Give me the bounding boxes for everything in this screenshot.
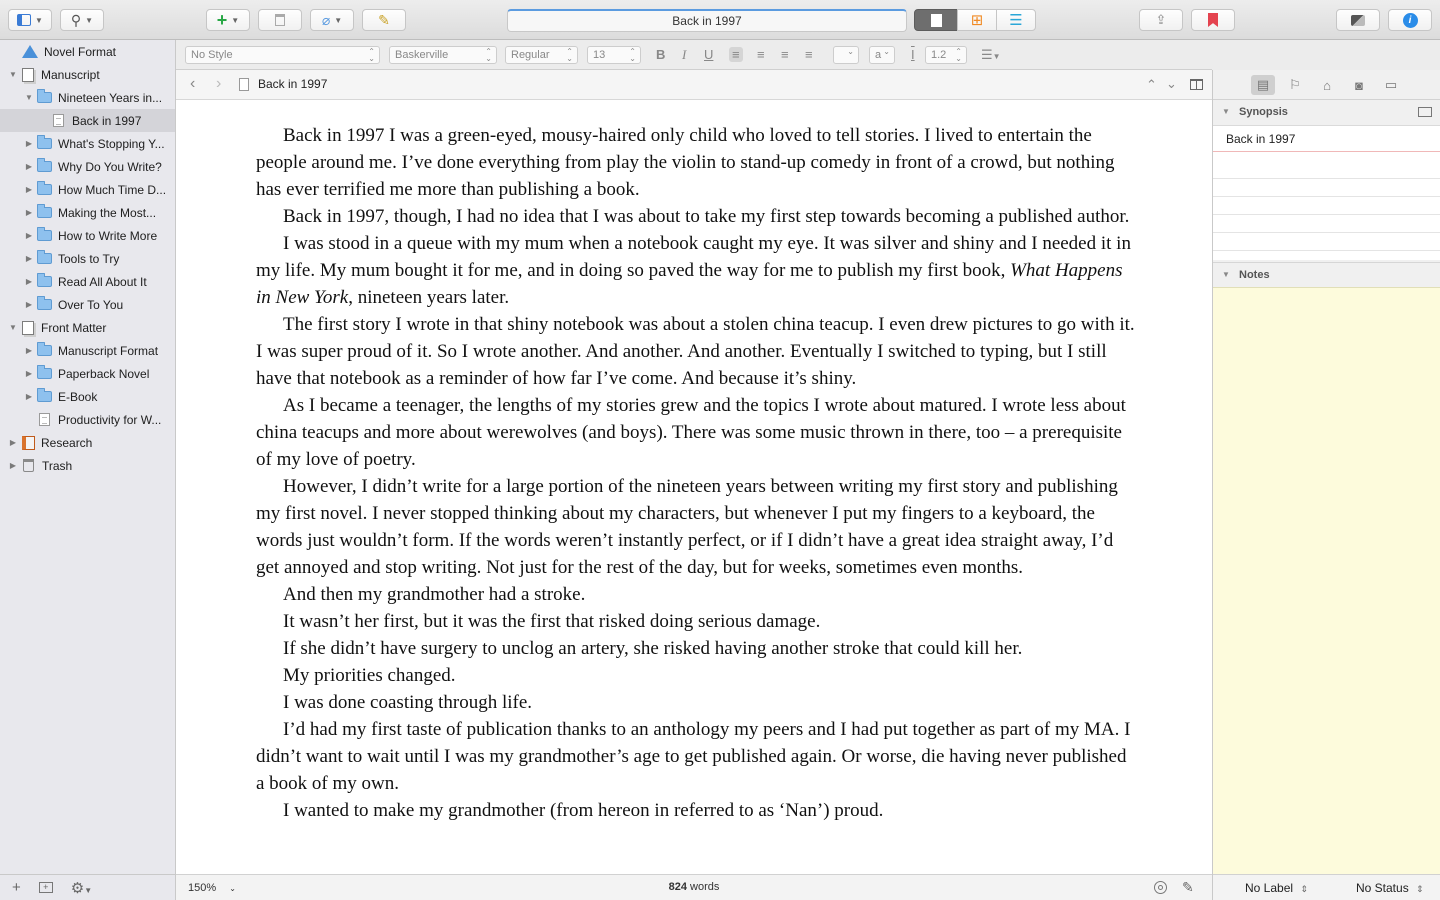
disclosure-closed-icon[interactable]: ▶ — [25, 208, 33, 217]
edit-note-icon[interactable]: ✎ — [1182, 879, 1194, 895]
paragraph: I was done coasting through life. — [283, 692, 533, 713]
manuscript-icon — [22, 68, 34, 82]
tag-tab-icon[interactable]: ⌂ — [1323, 77, 1331, 93]
composition-icon — [1351, 15, 1365, 26]
disclosure-closed-icon[interactable]: ▶ — [25, 346, 33, 355]
folder-icon — [37, 230, 52, 241]
disclosure-closed-icon[interactable]: ▶ — [25, 392, 33, 401]
share-button[interactable] — [1139, 9, 1183, 31]
document-icon — [39, 413, 50, 426]
inspector-tabs — [1213, 70, 1440, 100]
binder-toggle-icon — [17, 14, 31, 26]
add-button[interactable] — [206, 9, 250, 31]
split-editor-icon[interactable] — [1190, 79, 1203, 90]
paragraph: If she didn’t have surgery to unclog an artery, she risked having another stroke that could kill her. — [283, 638, 1023, 659]
binder-item-research[interactable]: ▶ Research — [9, 435, 93, 450]
notes-header[interactable]: ▼ Notes — [1213, 262, 1440, 286]
inspector-pane — [1212, 70, 1440, 900]
folder-icon — [37, 92, 52, 103]
document-icon — [931, 14, 942, 27]
binder-item-whats-stopping[interactable]: ▶ What's Stopping Y... — [25, 136, 165, 151]
binder-item-tools-to-try[interactable]: ▶ Tools to Try — [25, 251, 120, 266]
delete-button[interactable] — [258, 9, 302, 31]
paragraph: I wanted to make my grandmother (from hereon in referred to as ‘Nan’) proud. — [283, 800, 884, 821]
binder-item-manuscript-format[interactable]: ▶ Manuscript Format — [25, 343, 159, 358]
plus-icon: + — [216, 10, 228, 30]
chevron-down-icon: ▼ — [35, 15, 43, 25]
font-family-select[interactable]: Baskerville ⌃ ⌄ — [389, 46, 497, 64]
comment-tab-icon[interactable]: ▭ — [1384, 77, 1398, 92]
binder-item-nineteen-years[interactable]: ▼ Nineteen Years in... — [25, 90, 163, 105]
word-count: 824 words — [668, 881, 720, 893]
disclosure-closed-icon[interactable]: ▶ — [9, 461, 17, 470]
back-arrow-icon[interactable]: ‹ — [190, 75, 196, 92]
add-item-icon[interactable]: + — [12, 879, 21, 896]
line-spacing-icon: I — [911, 47, 915, 62]
bookmark-icon — [1208, 13, 1218, 27]
format-bar — [176, 40, 1212, 70]
paragraph: My priorities changed. — [283, 665, 456, 686]
composition-mode-button[interactable] — [1336, 9, 1380, 31]
synopsis-header[interactable]: ▼ Synopsis — [1213, 100, 1440, 124]
disclosure-closed-icon[interactable]: ▶ — [25, 254, 33, 263]
disclosure-closed-icon[interactable]: ▶ — [25, 162, 33, 171]
bookmark-button[interactable] — [1191, 9, 1235, 31]
folder-icon — [37, 345, 52, 356]
highlight-color-select[interactable]: a ⌄ — [869, 46, 895, 64]
inspector-toggle-button[interactable] — [1388, 9, 1432, 31]
binder-item-over-to-you[interactable]: ▶ Over To You — [25, 297, 124, 312]
binder-item-productivity[interactable]: Productivity for W... — [24, 408, 161, 431]
attach-button[interactable] — [310, 9, 354, 31]
text-color-select[interactable] — [833, 46, 859, 64]
binder-item-why-do-you-write[interactable]: ▶ Why Do You Write? — [25, 159, 162, 174]
paragraph: As I became a teenager, the lengths of my stories grew and the topics I wrote about matured. I wrote less about china teacups and more about werewolves (and boys). There was some music thrown in there, too – a prerequisite of my love of poetry. — [256, 395, 1126, 470]
previous-document-icon[interactable]: ⌃ — [1146, 77, 1157, 92]
inspector-footer — [1213, 874, 1440, 900]
paragraph: And then my grandmother had a stroke. — [283, 584, 586, 605]
gear-icon[interactable]: ⚙▼ — [70, 879, 93, 897]
document-title: Back in 1997 — [507, 9, 907, 32]
disclosure-open-icon[interactable]: ▼ — [25, 93, 33, 102]
chevron-down-icon: ▼ — [334, 15, 343, 25]
document-icon — [239, 78, 249, 91]
binder-footer — [0, 874, 176, 900]
align-justify-button[interactable]: ≡ — [805, 47, 813, 62]
notes-textarea[interactable] — [1213, 287, 1440, 874]
corkboard-icon: ⊞ — [970, 12, 984, 29]
binder-item-manuscript[interactable]: ▼ Manuscript — [9, 67, 100, 82]
font-weight-select[interactable]: Regular ⌃ ⌄ — [505, 46, 578, 64]
binder-item-how-much-time[interactable]: ▶ How Much Time D... — [25, 182, 167, 197]
compose-icon: ✎ — [378, 11, 390, 28]
binder-item-read-all-about-it[interactable]: ▶ Read All About It — [25, 274, 147, 289]
search-button[interactable] — [60, 9, 104, 31]
compose-button[interactable] — [362, 9, 406, 31]
synopsis-title: Back in 1997 — [1226, 132, 1296, 146]
chevron-updown-icon: ⇕ — [1300, 884, 1308, 894]
italic-button[interactable]: I — [682, 47, 687, 62]
paragraph: I was stood in a queue with my mum when a notebook caught my eye. It was silver and shiny and I needed it in my life. My mum bought it for me, and in doing so paved the way for me to publish my first book, What Happens in New York, nineteen years later. — [256, 233, 1131, 308]
trash-icon — [275, 14, 285, 26]
document-view-button[interactable] — [914, 9, 958, 31]
folder-icon — [37, 391, 52, 402]
paragraph: However, I didn’t write for a large portion of the nineteen years between writing my first story and publishing my first novel. I never stopped thinking about my characters, but whenever I put my fingers to a keyboard, the words just wouldn’t form. If the words weren’t instantly perfect, or if I didn’t have a great idea straight away, I’d get annoyed and stop writing. Not just for the rest of the day, but for weeks, sometimes even months. — [256, 476, 1118, 578]
disclosure-closed-icon[interactable]: ▶ — [25, 185, 33, 194]
disclosure-closed-icon[interactable]: ▶ — [25, 231, 33, 240]
folder-icon — [37, 299, 52, 310]
folder-icon — [37, 368, 52, 379]
binder-item-trash[interactable]: ▶ Trash — [9, 458, 73, 473]
snapshot-camera-icon[interactable]: ◙ — [1355, 77, 1363, 93]
line-spacing-select[interactable]: 1.2 ⌃ ⌄ — [925, 46, 967, 64]
chevron-updown-icon: ⌃ ⌄ — [629, 47, 636, 63]
folder-icon — [37, 184, 52, 195]
align-left-button[interactable]: ≡ — [729, 47, 743, 62]
binder-item-back-in-1997[interactable]: Back in 1997 — [0, 109, 175, 132]
chevron-updown-icon: ⇕ — [1416, 884, 1424, 894]
trash-icon — [23, 459, 34, 472]
document-text[interactable] — [256, 122, 1136, 824]
underline-button[interactable]: U — [704, 47, 714, 62]
bold-button[interactable]: B — [656, 47, 666, 62]
folder-icon — [37, 161, 52, 172]
binder-item-making-the-most[interactable]: ▶ Making the Most... — [25, 205, 157, 220]
binder-item-front-matter[interactable]: ▼ Front Matter — [9, 320, 107, 335]
chevron-down-icon: ▼ — [231, 15, 240, 25]
chevron-updown-icon: ⌃ ⌄ — [955, 47, 962, 63]
paragraph: Back in 1997 I was a green-eyed, mousy-haired only child who loved to tell stories. I lived to entertain the people around me. I’ve done everything from play the violin to stand-up comedy in front of a crowd, but nothing has ever terrified me more than publishing a book. — [256, 125, 1115, 200]
warning-icon — [22, 45, 38, 58]
paragraph: The first story I wrote in that shiny notebook was about a stolen china teacup. I even drew pictures to go with it. I was super proud of it. So I wrote another. And another. And another. Eventually I switched to typing, but I still have that notebook as a reminder of how far I’ve come. And because it’s shiny. — [256, 314, 1135, 389]
binder-item-paperback-novel[interactable]: ▶ Paperback Novel — [25, 366, 150, 381]
align-right-button[interactable]: ≡ — [781, 47, 789, 62]
image-icon[interactable] — [1418, 107, 1432, 117]
binder-item-how-to-write-more[interactable]: ▶ How to Write More — [25, 228, 158, 243]
editor-pane[interactable] — [176, 100, 1212, 874]
notes-tab-icon[interactable]: ▤ — [1251, 75, 1275, 95]
research-icon — [22, 436, 35, 450]
folder-icon — [37, 207, 52, 218]
disclosure-closed-icon[interactable]: ▶ — [9, 438, 17, 447]
front-matter-icon — [22, 321, 34, 335]
folder-icon — [37, 253, 52, 264]
binder-item-e-book[interactable]: ▶ E-Book — [25, 389, 98, 404]
disclosure-open-icon[interactable]: ▼ — [9, 323, 17, 332]
disclosure-closed-icon[interactable]: ▶ — [25, 300, 33, 309]
add-folder-icon[interactable]: + — [39, 882, 53, 893]
search-icon: ⚲ — [70, 11, 82, 28]
editor-header — [176, 70, 1212, 100]
font-size-select[interactable]: 13 ⌃ ⌄ — [587, 46, 641, 64]
editor-footer — [176, 874, 1212, 900]
info-icon: i — [1403, 13, 1418, 28]
paragraph: Back in 1997, though, I had no idea that I was about to take my first step towards becoming a published author. — [283, 206, 1130, 227]
align-center-button[interactable]: ≡ — [757, 47, 765, 62]
paragraph: It wasn’t her first, but it was the first that risked doing serious damage. — [283, 611, 821, 632]
disclosure-closed-icon[interactable]: ▶ — [25, 369, 33, 378]
chevron-down-icon: ⌄ — [229, 884, 236, 893]
binder-item-novel-format[interactable]: Novel Format — [8, 40, 116, 63]
chevron-updown-icon: ⌃ ⌄ — [566, 47, 573, 63]
bookmark-tab-icon[interactable]: ⚐ — [1289, 77, 1301, 92]
list-button[interactable]: ☰▼ — [981, 47, 1001, 62]
zoom-select[interactable]: 150% ⌄ — [188, 882, 236, 894]
editor-title: Back in 1997 — [258, 77, 328, 91]
corkboard-view-button[interactable] — [957, 9, 997, 31]
folder-icon — [37, 276, 52, 287]
binder-sidebar — [0, 40, 176, 900]
chevron-updown-icon: ⌃ ⌄ — [485, 47, 492, 63]
book-title: What Happens in New York — [256, 260, 1123, 308]
forward-arrow-icon[interactable]: › — [216, 75, 222, 92]
disclosure-closed-icon[interactable]: ▶ — [25, 139, 33, 148]
paperclip-icon: ⌀ — [321, 11, 331, 28]
folder-icon — [37, 138, 52, 149]
label-select[interactable]: No Label ⇕ — [1245, 881, 1308, 895]
paragraph-style-select[interactable]: No Style ⌃ ⌄ — [185, 46, 380, 64]
paragraph: I’d had my first taste of publication thanks to an anthology my peers and I had put together as part of my MA. I didn’t want to wait until I was my grandmother’s age to get published again. Or worse, die having never published a book of my own. — [256, 719, 1131, 794]
outline-icon: ☰ — [1009, 12, 1023, 29]
share-icon: ⇪ — [1155, 12, 1167, 27]
outline-view-button[interactable] — [996, 9, 1036, 31]
view-mode-button[interactable] — [8, 9, 52, 31]
main-toolbar — [0, 0, 1440, 40]
next-document-icon[interactable]: ⌄ — [1166, 76, 1177, 91]
document-icon — [53, 114, 64, 127]
chevron-down-icon: ⌄ — [847, 47, 854, 56]
target-icon[interactable] — [1154, 881, 1167, 894]
synopsis-field[interactable] — [1213, 125, 1440, 260]
chevron-down-icon: ▼ — [85, 15, 94, 25]
status-select[interactable]: No Status ⇕ — [1356, 881, 1424, 895]
chevron-down-icon: ⌄ — [883, 47, 890, 56]
disclosure-closed-icon[interactable]: ▶ — [25, 277, 33, 286]
chevron-updown-icon: ⌃ ⌄ — [368, 47, 375, 63]
disclosure-open-icon[interactable]: ▼ — [9, 70, 17, 79]
